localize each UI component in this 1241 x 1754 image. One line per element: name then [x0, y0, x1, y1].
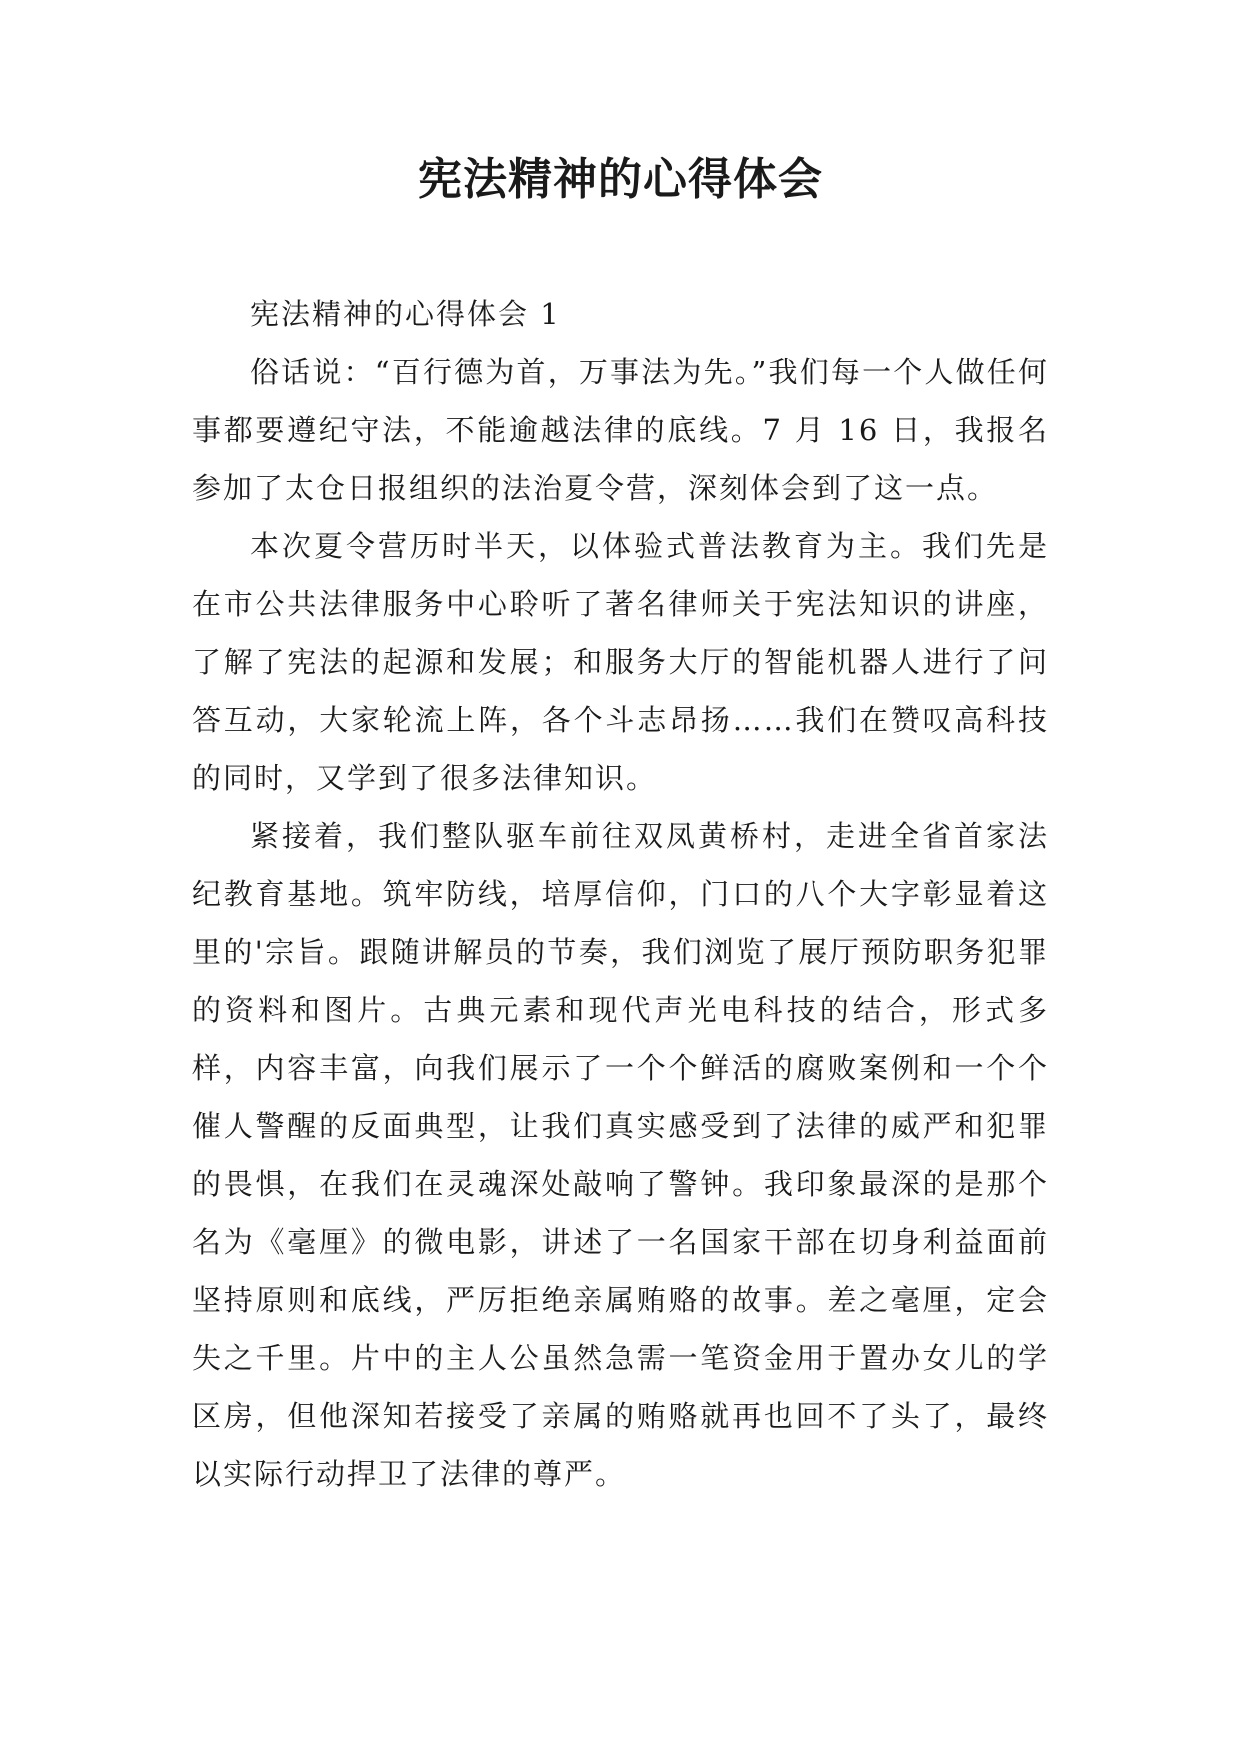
- document-body: [192, 285, 1049, 1503]
- document-title: 宪法精神的心得体会: [418, 154, 823, 205]
- paragraph-3: 紧接着，我们整队驱车前往双凤黄桥村，走进全省首家法纪教育基地。筑牢防线，培厚信仰，门口的八个大字彰显着这里的'宗旨。跟随讲解员的节奏，我们浏览了展厅预防职务犯罪的资料和图片。古典元素和现代声光电科技的结合，形式多样，内容丰富，向我们展示了一个个鲜活的腐败案例和一个个催人警醒的反面典型，让我们真实感受到了法律的威严和犯罪的畏惧，在我们在灵魂深处敲响了警钟。我印象最深的是那个名为《毫厘》的微电影，讲述了一名国家干部在切身利益面前坚持原则和底线，严厉拒绝亲属贿赂的故事。差之毫厘，定会失之千里。片中的主人公虽然急需一笔资金用于置办女儿的学区房，但他深知若接受了亲属的贿赂就再也回不了头了，最终以实际行动捍卫了法律的尊严。: [192, 819, 1049, 1491]
- paragraph-2: 本次夏令营历时半天，以体验式普法教育为主。我们先是在市公共法律服务中心聆听了著名律师关于宪法知识的讲座，了解了宪法的起源和发展；和服务大厅的智能机器人进行了问答互动，大家轮流上阵，各个斗志昂扬……我们在赞叹高科技的同时，又学到了很多法律知识。: [192, 529, 1049, 795]
- section-heading: 宪法精神的心得体会 1: [250, 297, 561, 331]
- paragraph-1: 俗话说：“百行德为首，万事法为先。”我们每一个人做任何事都要遵纪守法，不能逾越法律的底线。7 月 16 日，我报名参加了太仓日报组织的法治夏令营，深刻体会到了这一点。: [192, 355, 1049, 505]
